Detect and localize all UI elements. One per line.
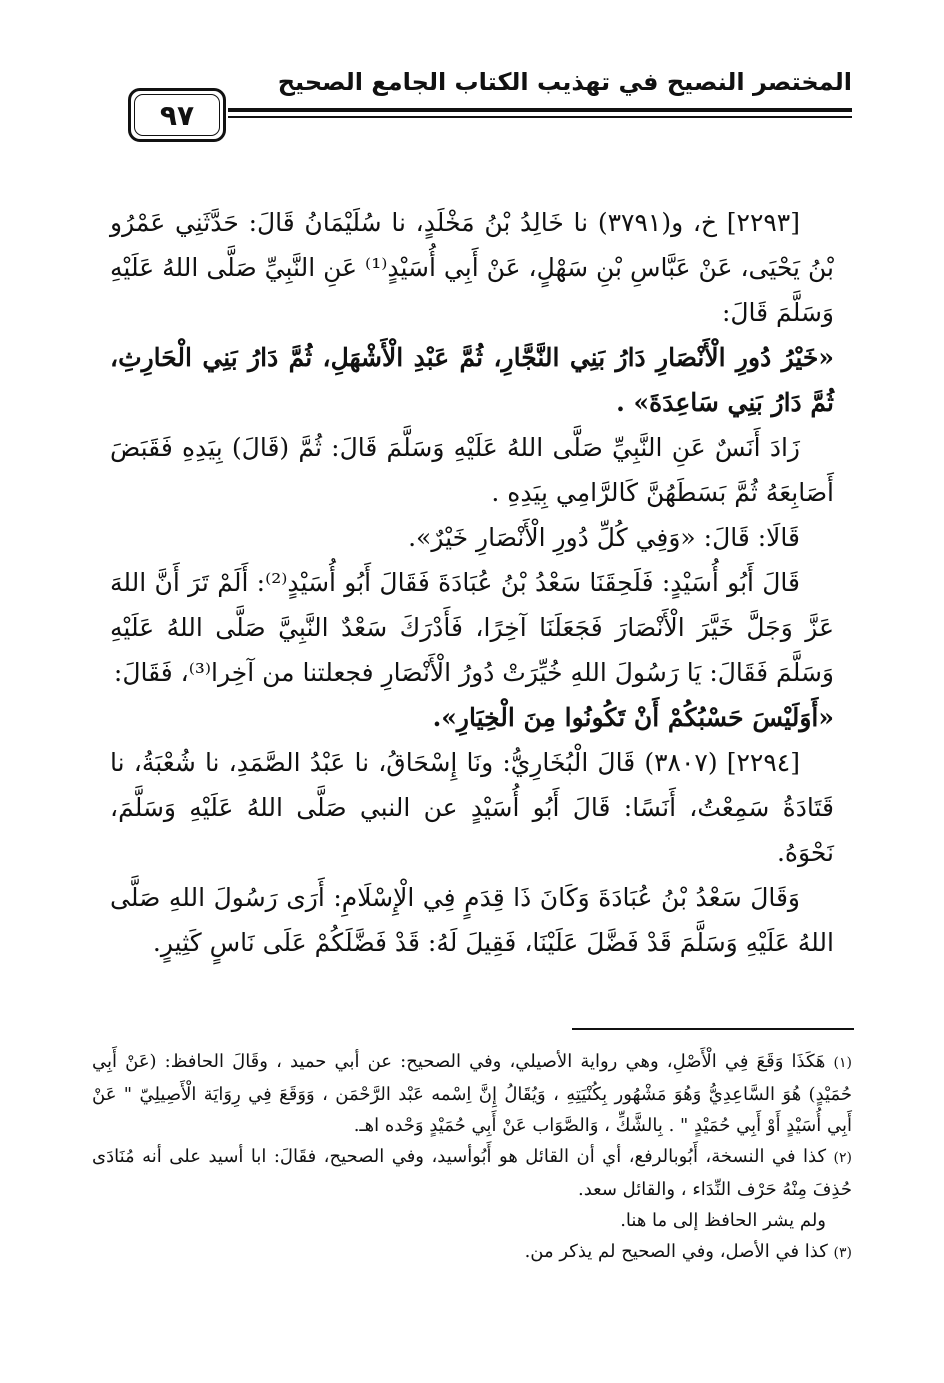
running-title: المختصر النصيح في تهذيب الكتاب الجامع الصحيح <box>277 68 852 96</box>
page-header <box>0 0 944 160</box>
hadith-2293-matn-text: «خَيْرُ دُورِ الْأَنْصَارِ دَارُ بَنِي النَّجَّارِ، ثُمَّ عَبْدِ الْأَشْهَلِ، ثُمَّ دَارُ بَنِي الْحَارِثِ، ثُمَّ دَارُ بَنِي سَاعِدَةَ» . <box>110 343 834 417</box>
header-rule-thick <box>228 108 852 112</box>
hadith-2293-matn <box>110 335 834 425</box>
footnote-3-text: كذا في الأصل، وفي الصحيح لم يذكر من. <box>524 1241 828 1262</box>
abu-usayd-paragraph: قَالَ أَبُو أُسَيْدٍ: فَلَحِقَنَا سَعْدُ بْنُ عُبَادَةَ فَقَالَ أَبُو أُسَيْدٍ⁽²⁾: أَلَمْ تَرَ أَنَّ اللهَ عَزَّ وَجَلَّ خَيَّرَ الْأَنْصَارَ فَجَعَلَنَا آخِرًا، فَأَدْرَكَ سَعْدٌ النَّبِيَّ صَلَّى اللهُ عَلَيْهِ وَسَلَّمَ فَقَالَ: يَا رَسُولَ اللهِ خُيِّرَتْ دُورُ الْأَنْصَارِ فجعلتنا من آخِرا⁽³⁾، فَقَالَ: <box>110 568 834 687</box>
footnote-separator <box>572 1028 854 1030</box>
footnote-2-text: كذا في النسخة، أَبُوبالرفع، أي أن القائل هو أَبُوأسيد، وفي الصحيح، فقَالَ: ابا أسيد على أنه مُنَادَى حُذِفَ مِنْهُ حَرْف النِّدَاء ، والقائل سعد. <box>92 1146 852 1200</box>
footnote-2 <box>92 1141 852 1205</box>
qala-paragraph: قَالَا: قَالَ: «وَفِي كُلِّ دُورِ الْأَنْصَارِ خَيْرٌ». <box>408 523 800 552</box>
footnote-1-text: هَكَذَا وَقَعَ فِي الْأَصْلِ، وهي رواية الأصيلي، وفي الصحيح: عن أبي حميد ، وقَالَ الحافظ: (عَنْ أَبِي حُمَيْدٍ) هُوَ السَّاعِدِيُّ وَهُوَ مَشْهُور بِكُنْيَتِهِ ، وَيُقَالُ إِنَّ اِسْمه عَبْد الرَّحْمَن ، وَوَقَعَ فِي رِوَايَة الْأَصِيلِيّ " عَنْ أَبِي أُسَيْدٍ أَوْ أَبِي حُمَيْدٍ " . بِالشَّكِّ ، وَالصَّوَاب عَنْ أَبِي حُمَيْدٍ وَحْده اهـ. <box>92 1051 852 1136</box>
footnote-2-mark: (٢) <box>833 1150 852 1166</box>
footnote-1 <box>92 1046 852 1141</box>
anas-addition: زَادَ أَنَسٌ عَنِ النَّبِيِّ صَلَّى اللهُ عَلَيْهِ وَسَلَّمَ قَالَ: ثُمَّ (قَالَ) بِيَدِهِ فَقَبَضَ أَصَابِعَهُ ثُمَّ بَسَطَهُنَّ كَالرَّامِي بِيَدِهِ . <box>110 433 834 507</box>
header-rule-thin <box>228 116 852 118</box>
footnotes <box>92 1046 852 1269</box>
prophet-reply <box>110 695 834 740</box>
footnote-1-mark: (١) <box>833 1055 852 1071</box>
saad-paragraph: وَقَالَ سَعْدُ بْنُ عُبَادَةَ وَكَانَ ذَا قِدَمٍ فِي الْإِسْلَامِ: أَرَى رَسُولَ اللهِ صَلَّى اللهُ عَلَيْهِ وَسَلَّمَ قَدْ فَضَّلَ عَلَيْنَا، فَقِيلَ لَهُ: قَدْ فَضَّلَكُمْ عَلَى نَاسٍ كَثِيرٍ. <box>110 883 834 957</box>
footnote-3-mark: (٣) <box>833 1245 852 1261</box>
page-number-frame <box>128 88 226 142</box>
page-number: ٩٧ <box>159 98 195 132</box>
footnote-2-continuation: ولم يشر الحافظ إلى ما هنا. <box>620 1210 826 1231</box>
footnote-3 <box>92 1236 852 1269</box>
prophet-reply-text: «أَوَلَيْسَ حَسْبُكُمْ أَنْ تَكُونُوا مِنَ الْخِيَارِ». <box>432 703 834 732</box>
hadith-2293-isnad: [٢٢٩٣] خ، و(٣٧٩١) نا خَالِدُ بْنُ مَخْلَدٍ، نا سُلَيْمَانُ قَالَ: حَدَّثَنِي عَمْرُو بْنُ يَحْيَى، عَنْ عَبَّاسِ بْنِ سَهْلٍ، عَنْ أَبِي أُسَيْدٍ⁽¹⁾ عَنِ النَّبِيِّ صَلَّى اللهُ عَلَيْهِ وَسَلَّمَ قَالَ: <box>110 208 834 327</box>
hadith-2294-isnad: [٢٢٩٤] (٣٨٠٧) قَالَ الْبُخَارِيُّ: ونَا إِسْحَاقُ، نا عَبْدُ الصَّمَدِ، نا شُعْبَةُ، نا قَتَادَةُ سَمِعْتُ، أَنَسًا: قَالَ أَبُو أُسَيْدٍ عن النبي صَلَّى اللهُ عَلَيْهِ وَسَلَّمَ، نَحْوَهُ. <box>110 748 834 867</box>
main-text <box>110 200 834 965</box>
